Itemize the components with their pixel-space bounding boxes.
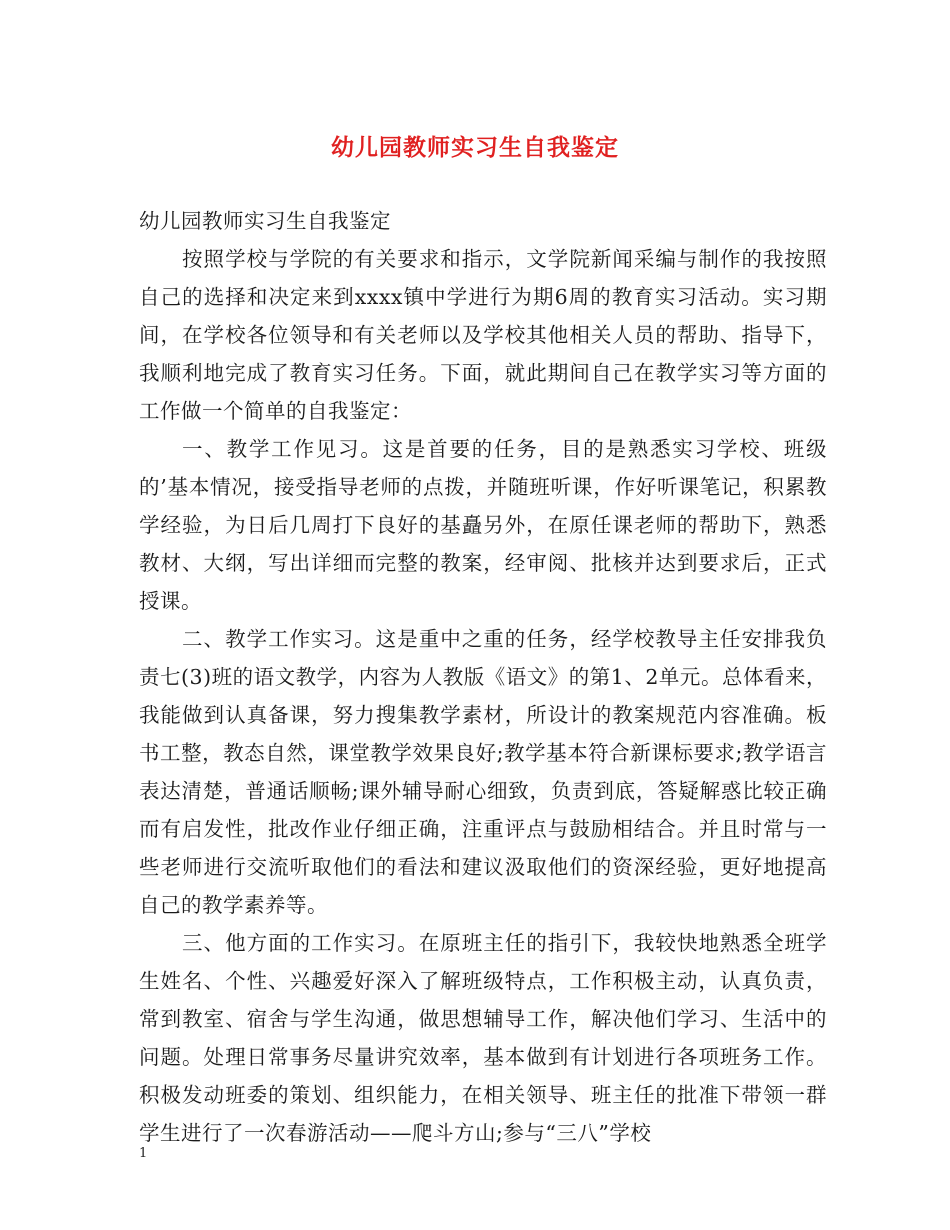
- paragraph-other-work: 三、他方面的工作实习。在原班主任的指引下，我较快地熟悉全班学生姓名、个性、兴趣爱好深入了解班级特点，工作积极主动，认真负责，常到教室、宿舍与学生沟通，做思想辅导工作，解决他们学习、生活中的问题。处理日常事务尽量讲究效率，基本做到有计划进行各项班务工作。积极发动班委的策划、组织能力，在相关领导、班主任的批准下带领一群学生进行了一次春游活动——爬斗方山;参与“三八”学校: [139, 931, 827, 1145]
- paragraph-intro: 按照学校与学院的有关要求和指示，文学院新闻采编与制作的我按照自己的选择和决定来到xxxx镇中学进行为期6周的教育实习活动。实习期间，在学校各位领导和有关老师以及学校其他相关人员的帮助、指导下，我顺利地完成了教育实习任务。下面，就此期间自己在教学实习等方面的工作做一个简单的自我鉴定：: [139, 247, 827, 423]
- page-number: 1: [139, 1146, 148, 1161]
- document-subtitle: 幼儿园教师实习生自我鉴定: [139, 209, 391, 233]
- paragraph-teaching-observation: 一、教学工作见习。这是首要的任务，目的是熟悉实习学校、班级的’基本情况，接受指导老师的点拨，并随班听课，作好听课笔记，积累教学经验，为日后几周打下良好的基矗另外，在原任课老师的帮助下，熟悉教材、大纲，写出详细而完整的教案，经审阅、批核并达到要求后，正式授课。: [139, 437, 827, 613]
- document-body: [139, 202, 827, 1152]
- paragraph-teaching-practice: 二、教学工作实习。这是重中之重的任务，经学校教导主任安排我负责七(3)班的语文教学，内容为人教版《语文》的第1、2单元。总体看来，我能做到认真备课，努力搜集教学素材，所设计的教案规范内容准确。板书工整，教态自然，课堂教学效果良好;教学基本符合新课标要求;教学语言表达清楚，普通话顺畅;课外辅导耐心细致，负责到底，答疑解惑比较正确而有启发性，批改作业仔细正确，注重评点与鼓励相结合。并且时常与一些老师进行交流听取他们的看法和建议汲取他们的资深经验，更好地提高自己的教学素养等。: [139, 627, 827, 917]
- document-title: 幼儿园教师实习生自我鉴定: [331, 134, 619, 161]
